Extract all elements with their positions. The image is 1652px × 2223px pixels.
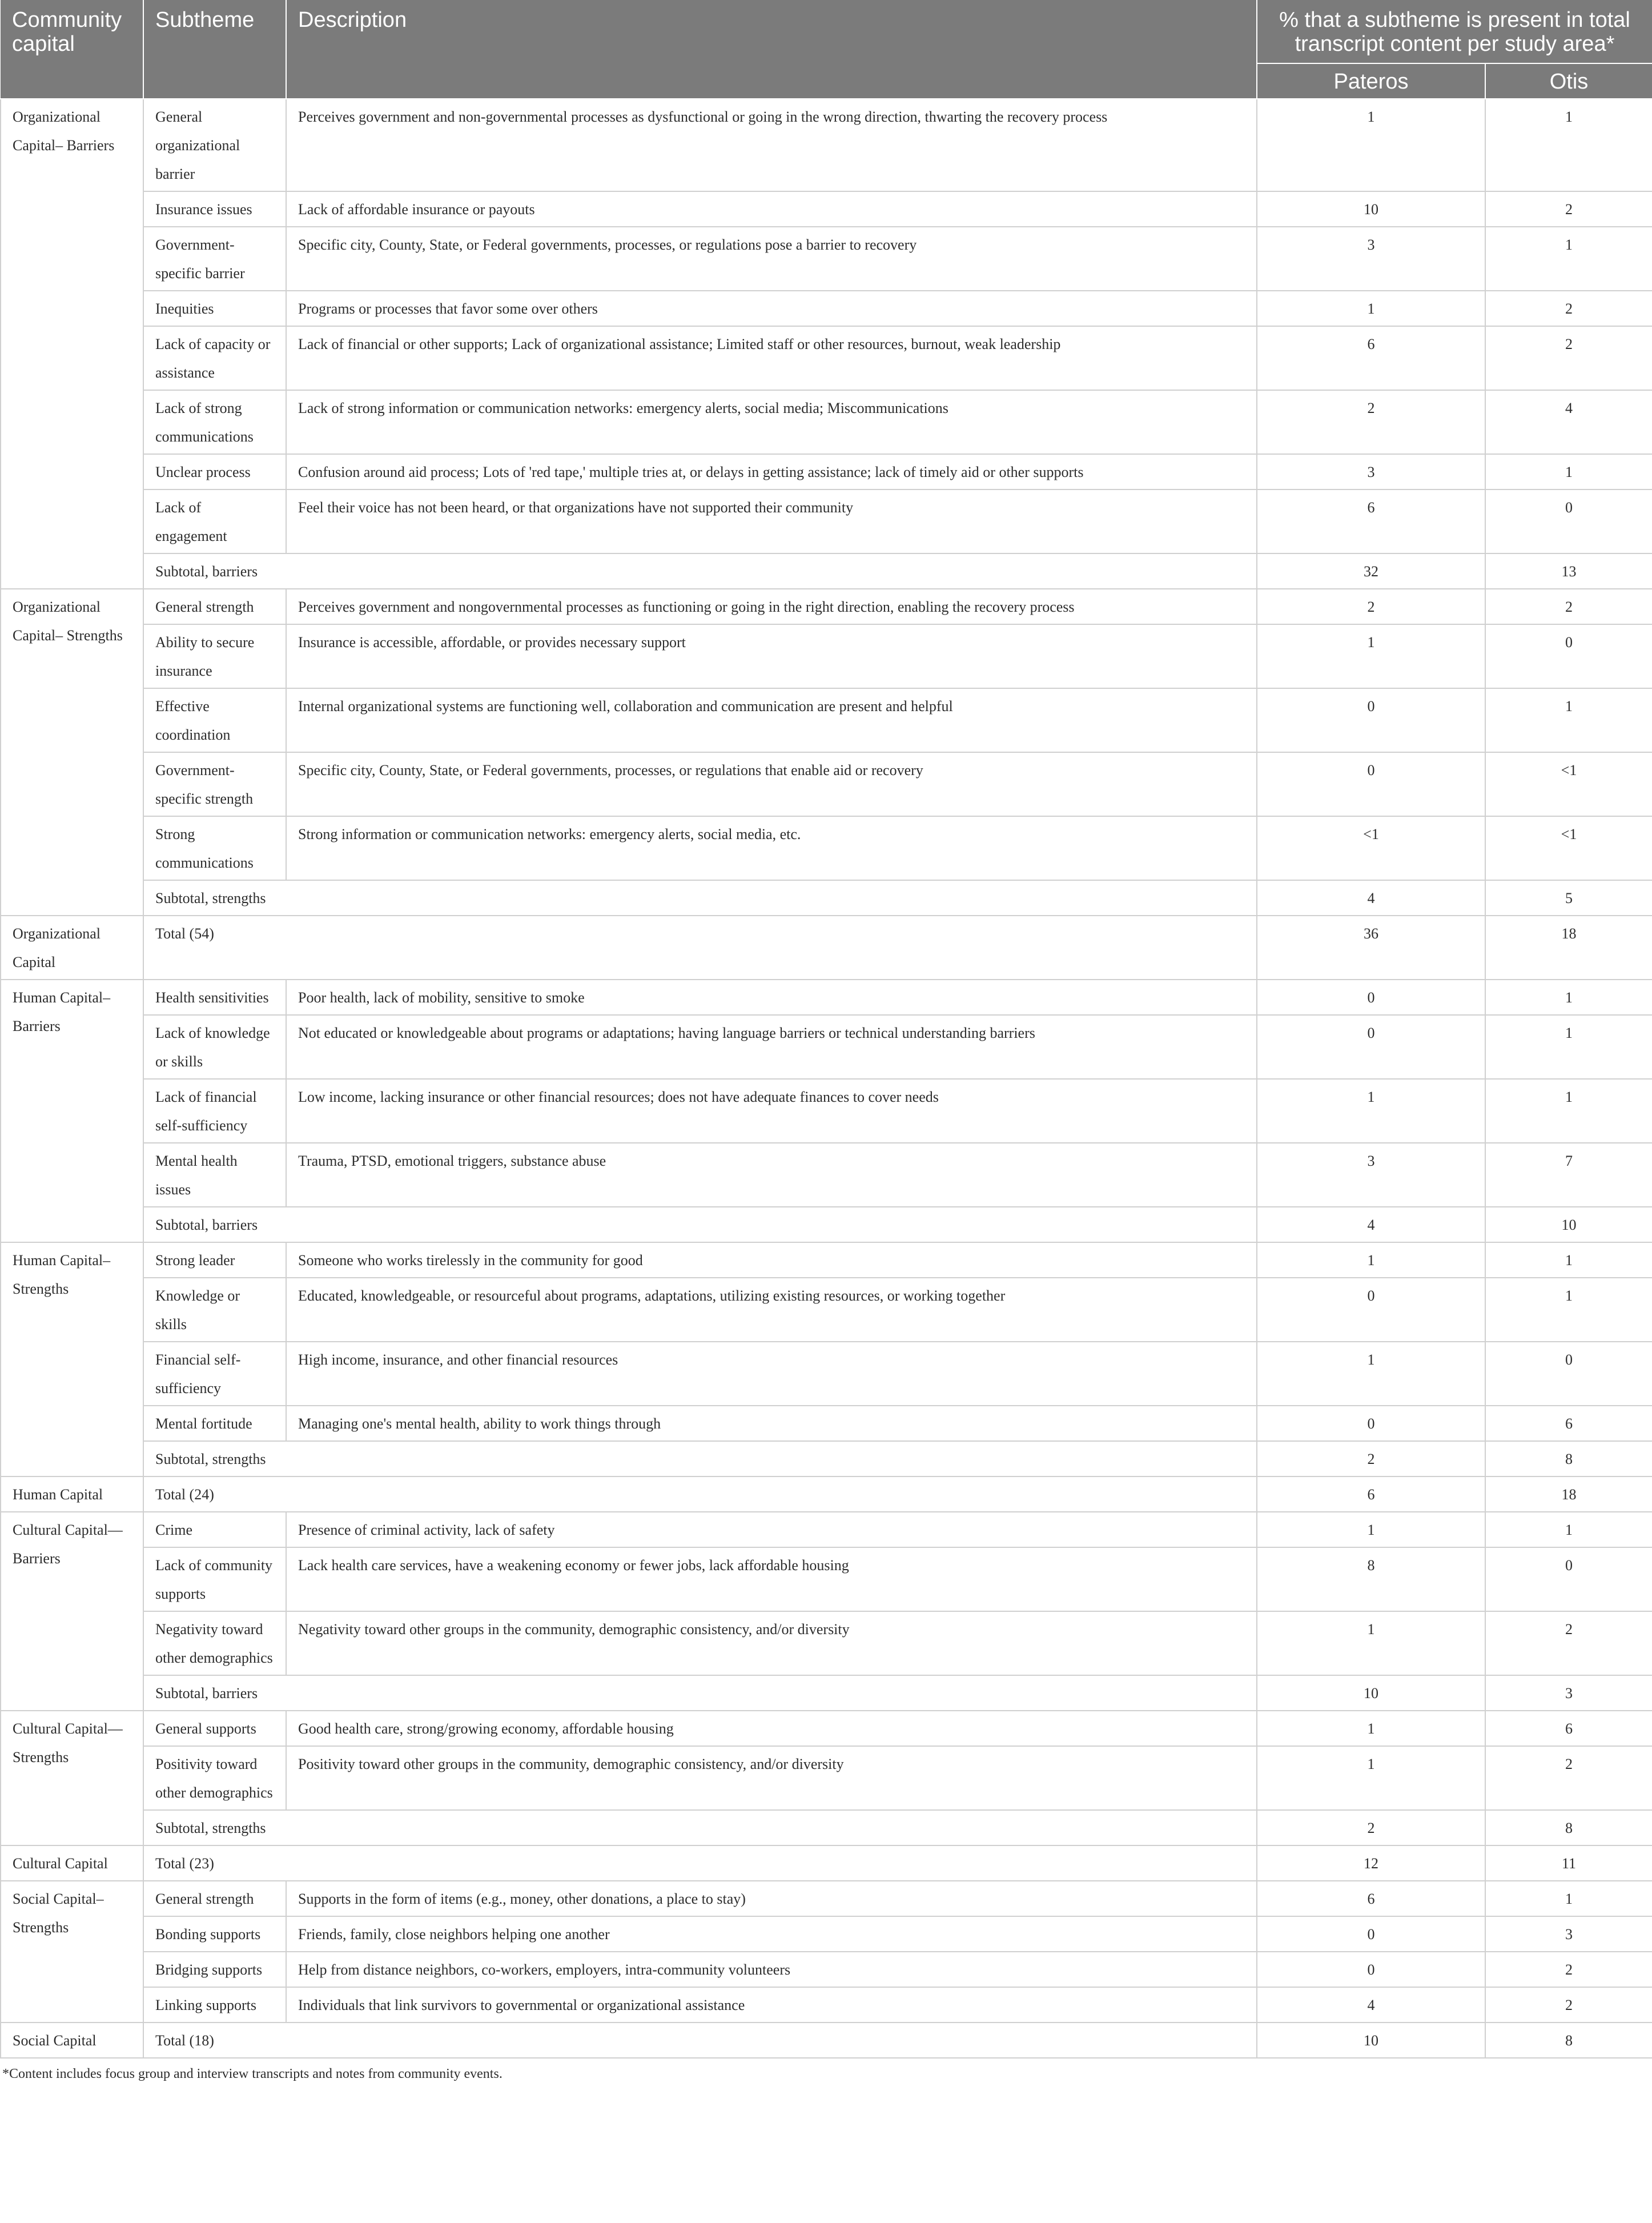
total-label: Total (18) bbox=[143, 2023, 1257, 2058]
subtheme-cell: Lack of knowledge or skills bbox=[143, 1015, 286, 1079]
total-row bbox=[1, 2023, 1652, 2058]
description-cell: Insurance is accessible, affordable, or provides necessary support bbox=[286, 624, 1257, 688]
otis-value: 2 bbox=[1485, 589, 1652, 624]
pateros-value: 1 bbox=[1257, 1512, 1485, 1547]
description-cell: Low income, lacking insurance or other financial resources; does not have adequate finances to cover needs bbox=[286, 1079, 1257, 1143]
pateros-value: 3 bbox=[1257, 454, 1485, 489]
pateros-value: 0 bbox=[1257, 752, 1485, 816]
otis-value: 7 bbox=[1485, 1143, 1652, 1207]
capital-label: Organizational Capital bbox=[1, 916, 143, 980]
description-cell: Help from distance neighbors, co-workers, employers, intra-community volunteers bbox=[286, 1952, 1257, 1987]
otis-value: 8 bbox=[1485, 1441, 1652, 1476]
subtotal-label: Subtotal, strengths bbox=[143, 1810, 1257, 1845]
table-row bbox=[1, 816, 1652, 880]
subtheme-cell: Negativity toward other demographics bbox=[143, 1611, 286, 1675]
pateros-value: 4 bbox=[1257, 880, 1485, 916]
subtotal-label: Subtotal, strengths bbox=[143, 880, 1257, 916]
description-cell: Programs or processes that favor some over others bbox=[286, 291, 1257, 326]
table-row bbox=[1, 1987, 1652, 2023]
otis-value: 3 bbox=[1485, 1916, 1652, 1952]
pateros-value: 0 bbox=[1257, 1952, 1485, 1987]
subtheme-cell: General strength bbox=[143, 589, 286, 624]
pateros-value: 0 bbox=[1257, 1278, 1485, 1342]
description-cell: Good health care, strong/growing economy, affordable housing bbox=[286, 1711, 1257, 1746]
otis-value: 1 bbox=[1485, 1278, 1652, 1342]
otis-value: 1 bbox=[1485, 980, 1652, 1015]
description-cell: Feel their voice has not been heard, or that organizations have not supported their community bbox=[286, 489, 1257, 553]
pateros-value: 0 bbox=[1257, 1015, 1485, 1079]
description-cell: Specific city, County, State, or Federal governments, processes, or regulations pose a barrier to recovery bbox=[286, 227, 1257, 291]
subtheme-cell: Lack of capacity or assistance bbox=[143, 326, 286, 390]
otis-value: 0 bbox=[1485, 624, 1652, 688]
pateros-value: 10 bbox=[1257, 191, 1485, 227]
header-subtheme: Subtheme bbox=[143, 0, 286, 99]
otis-value: 1 bbox=[1485, 1015, 1652, 1079]
subtheme-cell: Knowledge or skills bbox=[143, 1278, 286, 1342]
subtotal-row bbox=[1, 553, 1652, 589]
otis-value: 2 bbox=[1485, 1987, 1652, 2023]
description-cell: Supports in the form of items (e.g., money, other donations, a place to stay) bbox=[286, 1881, 1257, 1916]
pateros-value: 1 bbox=[1257, 1746, 1485, 1810]
total-row bbox=[1, 1476, 1652, 1512]
table-row bbox=[1, 1242, 1652, 1278]
subtotal-row bbox=[1, 1441, 1652, 1476]
description-cell: Perceives government and nongovernmental processes as functioning or going in the right direction, enabling the recovery process bbox=[286, 589, 1257, 624]
table-row bbox=[1, 1079, 1652, 1143]
capital-label: Cultural Capital—Barriers bbox=[1, 1512, 143, 1711]
table-row bbox=[1, 390, 1652, 454]
pateros-value: 1 bbox=[1257, 1342, 1485, 1406]
description-cell: Positivity toward other groups in the community, demographic consistency, and/or diversity bbox=[286, 1746, 1257, 1810]
otis-value: 1 bbox=[1485, 1242, 1652, 1278]
otis-value: 0 bbox=[1485, 489, 1652, 553]
subtotal-label: Subtotal, barriers bbox=[143, 1207, 1257, 1242]
header-pateros: Pateros bbox=[1257, 63, 1485, 99]
subtotal-label: Subtotal, barriers bbox=[143, 553, 1257, 589]
description-cell: Friends, family, close neighbors helping one another bbox=[286, 1916, 1257, 1952]
subtotal-row bbox=[1, 880, 1652, 916]
table-row bbox=[1, 454, 1652, 489]
description-cell: Specific city, County, State, or Federal governments, processes, or regulations that enable aid or recovery bbox=[286, 752, 1257, 816]
description-cell: Lack health care services, have a weakening economy or fewer jobs, lack affordable housing bbox=[286, 1547, 1257, 1611]
table-row bbox=[1, 489, 1652, 553]
capital-label: Human Capital– Strengths bbox=[1, 1242, 143, 1476]
description-cell: Managing one's mental health, ability to work things through bbox=[286, 1406, 1257, 1441]
capital-label: Organizational Capital– Strengths bbox=[1, 589, 143, 916]
otis-value: 1 bbox=[1485, 1079, 1652, 1143]
description-cell: Poor health, lack of mobility, sensitive to smoke bbox=[286, 980, 1257, 1015]
otis-value: 0 bbox=[1485, 1342, 1652, 1406]
pateros-value: 32 bbox=[1257, 553, 1485, 589]
table-header bbox=[1, 0, 1652, 99]
description-cell: Strong information or communication networks: emergency alerts, social media, etc. bbox=[286, 816, 1257, 880]
capital-label: Social Capital– Strengths bbox=[1, 1881, 143, 2023]
pateros-value: 1 bbox=[1257, 99, 1485, 191]
otis-value: 2 bbox=[1485, 191, 1652, 227]
otis-value: 5 bbox=[1485, 880, 1652, 916]
pateros-value: 2 bbox=[1257, 1810, 1485, 1845]
subtheme-cell: Government-specific strength bbox=[143, 752, 286, 816]
pateros-value: 2 bbox=[1257, 390, 1485, 454]
otis-value: 10 bbox=[1485, 1207, 1652, 1242]
subtheme-cell: Effective coordination bbox=[143, 688, 286, 752]
subtheme-cell: Positivity toward other demographics bbox=[143, 1746, 286, 1810]
table-row bbox=[1, 1547, 1652, 1611]
subtheme-cell: Health sensitivities bbox=[143, 980, 286, 1015]
subtotal-label: Subtotal, strengths bbox=[143, 1441, 1257, 1476]
pateros-value: 10 bbox=[1257, 2023, 1485, 2058]
pateros-value: 0 bbox=[1257, 1916, 1485, 1952]
header-community-capital: Community capital bbox=[1, 0, 143, 99]
subtheme-cell: Mental fortitude bbox=[143, 1406, 286, 1441]
table-row bbox=[1, 752, 1652, 816]
pateros-value: 1 bbox=[1257, 291, 1485, 326]
otis-value: 3 bbox=[1485, 1675, 1652, 1711]
description-cell: Someone who works tirelessly in the community for good bbox=[286, 1242, 1257, 1278]
description-cell: Individuals that link survivors to governmental or organizational assistance bbox=[286, 1987, 1257, 2023]
otis-value: 4 bbox=[1485, 390, 1652, 454]
subtheme-cell: Financial self-sufficiency bbox=[143, 1342, 286, 1406]
subtheme-cell: General organizational barrier bbox=[143, 99, 286, 191]
capital-label: Cultural Capital— Strengths bbox=[1, 1711, 143, 1845]
description-cell: Not educated or knowledgeable about programs or adaptations; having language barriers or technical understanding barriers bbox=[286, 1015, 1257, 1079]
subtheme-cell: Lack of engagement bbox=[143, 489, 286, 553]
pateros-value: 4 bbox=[1257, 1207, 1485, 1242]
pateros-value: 1 bbox=[1257, 1242, 1485, 1278]
otis-value: 1 bbox=[1485, 227, 1652, 291]
description-cell: High income, insurance, and other financial resources bbox=[286, 1342, 1257, 1406]
table-row bbox=[1, 1342, 1652, 1406]
subtheme-cell: Bridging supports bbox=[143, 1952, 286, 1987]
footnote: *Content includes focus group and interview transcripts and notes from community events. bbox=[2, 2066, 503, 2081]
table-row bbox=[1, 99, 1652, 191]
subtheme-cell: Linking supports bbox=[143, 1987, 286, 2023]
pateros-value: 1 bbox=[1257, 1079, 1485, 1143]
otis-value: 6 bbox=[1485, 1406, 1652, 1441]
table-row bbox=[1, 688, 1652, 752]
total-label: Total (24) bbox=[143, 1476, 1257, 1512]
table-row bbox=[1, 1406, 1652, 1441]
table-row bbox=[1, 1143, 1652, 1207]
otis-value: 1 bbox=[1485, 1512, 1652, 1547]
subtheme-cell: Ability to secure insurance bbox=[143, 624, 286, 688]
otis-value: 18 bbox=[1485, 1476, 1652, 1512]
otis-value: 13 bbox=[1485, 553, 1652, 589]
table-row bbox=[1, 980, 1652, 1015]
table-row bbox=[1, 1512, 1652, 1547]
description-cell: Educated, knowledgeable, or resourceful about programs, adaptations, utilizing existing resources, or working together bbox=[286, 1278, 1257, 1342]
description-cell: Confusion around aid process; Lots of 'red tape,' multiple tries at, or delays in getting assistance; lack of timely aid or other supports bbox=[286, 454, 1257, 489]
table-row bbox=[1, 291, 1652, 326]
otis-value: <1 bbox=[1485, 752, 1652, 816]
description-cell: Negativity toward other groups in the community, demographic consistency, and/or diversity bbox=[286, 1611, 1257, 1675]
description-cell: Perceives government and non-governmental processes as dysfunctional or going in the wrong direction, thwarting the recovery process bbox=[286, 99, 1257, 191]
pateros-value: 3 bbox=[1257, 227, 1485, 291]
otis-value: 2 bbox=[1485, 1611, 1652, 1675]
otis-value: 1 bbox=[1485, 99, 1652, 191]
table-row bbox=[1, 227, 1652, 291]
description-cell: Lack of financial or other supports; Lack of organizational assistance; Limited staff or other resources, burnout, weak leadership bbox=[286, 326, 1257, 390]
subtotal-row bbox=[1, 1810, 1652, 1845]
table-row bbox=[1, 326, 1652, 390]
table-row bbox=[1, 1015, 1652, 1079]
pateros-value: 1 bbox=[1257, 624, 1485, 688]
subtheme-cell: Unclear process bbox=[143, 454, 286, 489]
capital-label: Cultural Capital bbox=[1, 1845, 143, 1881]
otis-value: 2 bbox=[1485, 291, 1652, 326]
pateros-value: 6 bbox=[1257, 1881, 1485, 1916]
pateros-value: 6 bbox=[1257, 489, 1485, 553]
table-row bbox=[1, 1952, 1652, 1987]
subtheme-cell: Insurance issues bbox=[143, 191, 286, 227]
otis-value: 6 bbox=[1485, 1711, 1652, 1746]
subtheme-cell: Crime bbox=[143, 1512, 286, 1547]
pateros-value: 8 bbox=[1257, 1547, 1485, 1611]
subtheme-cell: Mental health issues bbox=[143, 1143, 286, 1207]
subtheme-cell: Lack of strong communications bbox=[143, 390, 286, 454]
subtheme-cell: Strong leader bbox=[143, 1242, 286, 1278]
subtheme-cell: General supports bbox=[143, 1711, 286, 1746]
table-row bbox=[1, 1881, 1652, 1916]
pateros-value: 6 bbox=[1257, 326, 1485, 390]
subtheme-cell: Lack of financial self-sufficiency bbox=[143, 1079, 286, 1143]
capital-label: Human Capital bbox=[1, 1476, 143, 1512]
otis-value: 1 bbox=[1485, 688, 1652, 752]
pateros-value: 12 bbox=[1257, 1845, 1485, 1881]
pateros-value: 1 bbox=[1257, 1711, 1485, 1746]
pateros-value: 2 bbox=[1257, 1441, 1485, 1476]
subtotal-label: Subtotal, barriers bbox=[143, 1675, 1257, 1711]
subtheme-cell: Lack of community supports bbox=[143, 1547, 286, 1611]
total-label: Total (23) bbox=[143, 1845, 1257, 1881]
otis-value: 1 bbox=[1485, 454, 1652, 489]
otis-value: 2 bbox=[1485, 326, 1652, 390]
subtotal-row bbox=[1, 1675, 1652, 1711]
pateros-value: <1 bbox=[1257, 816, 1485, 880]
pateros-value: 2 bbox=[1257, 589, 1485, 624]
pateros-value: 6 bbox=[1257, 1476, 1485, 1512]
otis-value: 2 bbox=[1485, 1952, 1652, 1987]
pateros-value: 10 bbox=[1257, 1675, 1485, 1711]
otis-value: 2 bbox=[1485, 1746, 1652, 1810]
description-cell: Lack of strong information or communication networks: emergency alerts, social media; Miscommunications bbox=[286, 390, 1257, 454]
table-row bbox=[1, 589, 1652, 624]
header-otis: Otis bbox=[1485, 63, 1652, 99]
otis-value: <1 bbox=[1485, 816, 1652, 880]
table-row bbox=[1, 1611, 1652, 1675]
table-row bbox=[1, 1916, 1652, 1952]
header-description: Description bbox=[286, 0, 1257, 99]
otis-value: 0 bbox=[1485, 1547, 1652, 1611]
pateros-value: 36 bbox=[1257, 916, 1485, 980]
description-cell: Trauma, PTSD, emotional triggers, substance abuse bbox=[286, 1143, 1257, 1207]
subtotal-row bbox=[1, 1207, 1652, 1242]
capital-label: Social Capital bbox=[1, 2023, 143, 2058]
header-percent-title: % that a subtheme is present in total transcript content per study area* bbox=[1257, 0, 1652, 63]
description-cell: Presence of criminal activity, lack of safety bbox=[286, 1512, 1257, 1547]
capital-label: Human Capital– Barriers bbox=[1, 980, 143, 1242]
otis-value: 1 bbox=[1485, 1881, 1652, 1916]
otis-value: 8 bbox=[1485, 2023, 1652, 2058]
subtheme-cell: Government-specific barrier bbox=[143, 227, 286, 291]
pateros-value: 4 bbox=[1257, 1987, 1485, 2023]
subtheme-cell: General strength bbox=[143, 1881, 286, 1916]
pateros-value: 3 bbox=[1257, 1143, 1485, 1207]
description-cell: Internal organizational systems are functioning well, collaboration and communication are present and helpful bbox=[286, 688, 1257, 752]
total-row bbox=[1, 916, 1652, 980]
pateros-value: 0 bbox=[1257, 1406, 1485, 1441]
table-row bbox=[1, 1711, 1652, 1746]
otis-value: 11 bbox=[1485, 1845, 1652, 1881]
total-label: Total (54) bbox=[143, 916, 1257, 980]
pateros-value: 1 bbox=[1257, 1611, 1485, 1675]
table-row bbox=[1, 624, 1652, 688]
total-row bbox=[1, 1845, 1652, 1881]
table-row bbox=[1, 1278, 1652, 1342]
otis-value: 8 bbox=[1485, 1810, 1652, 1845]
table-row bbox=[1, 191, 1652, 227]
pateros-value: 0 bbox=[1257, 980, 1485, 1015]
pateros-value: 0 bbox=[1257, 688, 1485, 752]
otis-value: 18 bbox=[1485, 916, 1652, 980]
description-cell: Lack of affordable insurance or payouts bbox=[286, 191, 1257, 227]
subtheme-cell: Inequities bbox=[143, 291, 286, 326]
table-body bbox=[1, 99, 1652, 2058]
subtheme-cell: Strong communications bbox=[143, 816, 286, 880]
subtheme-cell: Bonding supports bbox=[143, 1916, 286, 1952]
capital-label: Organizational Capital– Barriers bbox=[1, 99, 143, 589]
table-row bbox=[1, 1746, 1652, 1810]
